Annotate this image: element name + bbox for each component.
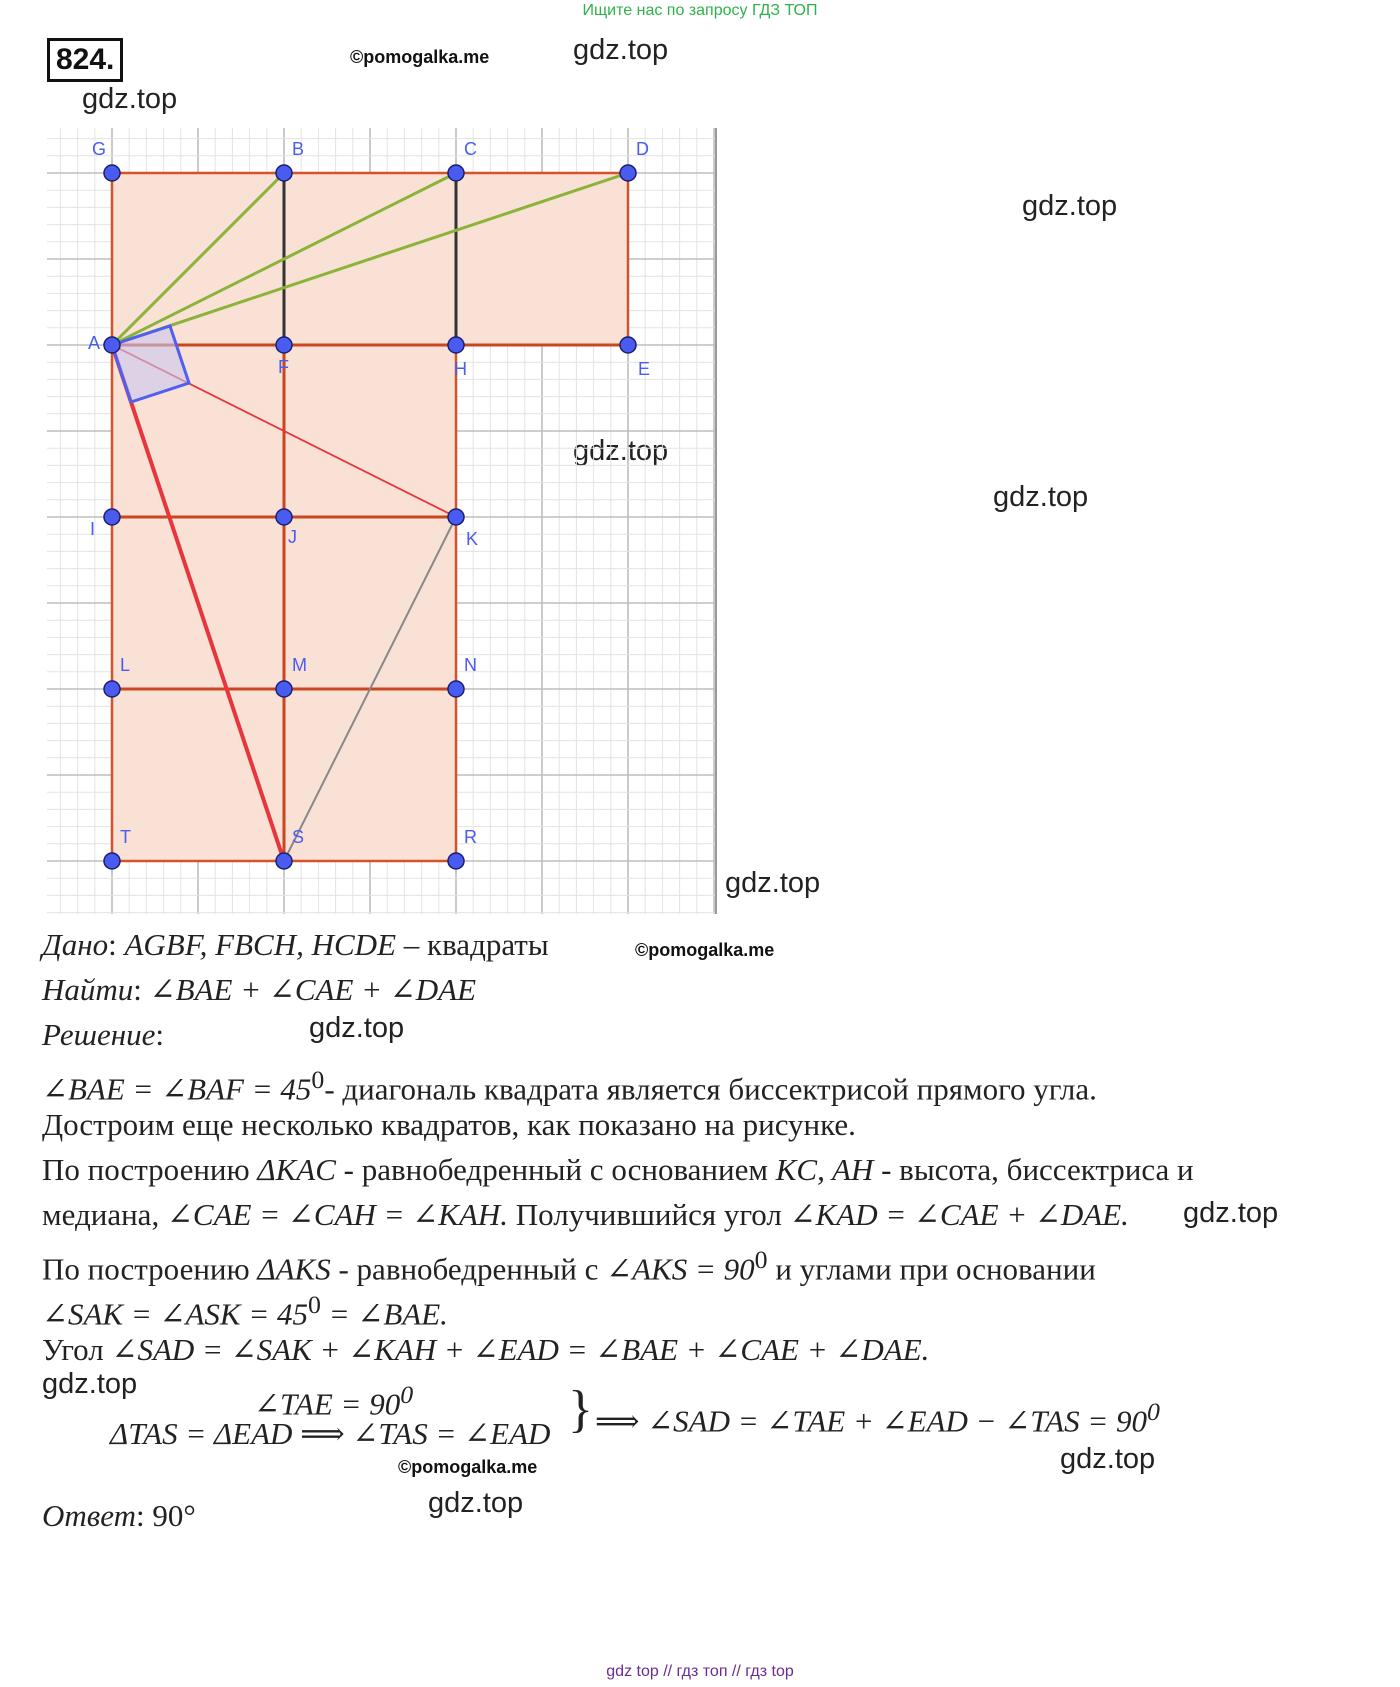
point-j bbox=[276, 509, 292, 525]
find-label: Найти bbox=[42, 972, 134, 1007]
answer-value: 90° bbox=[152, 1498, 196, 1533]
footer-links: gdz top // гдз топ // гдз top bbox=[606, 1663, 794, 1680]
answer-line: Ответ: 90° bbox=[42, 1498, 196, 1533]
point-g bbox=[104, 165, 120, 181]
point-label-s: S bbox=[292, 827, 305, 847]
point-label-a: A bbox=[88, 333, 101, 353]
math-expression: ΔAKS bbox=[257, 1251, 331, 1287]
point-s bbox=[276, 853, 292, 869]
text-part: По построению bbox=[42, 1251, 258, 1287]
point-t bbox=[104, 853, 120, 869]
site-watermark: gdz.top bbox=[573, 435, 669, 467]
system-line-2: ΔTAS = ΔEAD ⟹ ∠TAS = ∠EAD bbox=[110, 1416, 551, 1451]
system-result bbox=[595, 1392, 1160, 1441]
solution-line-4 bbox=[42, 1195, 1129, 1235]
point-label-k: K bbox=[466, 529, 479, 549]
point-label-r: R bbox=[464, 827, 477, 847]
point-label-m: M bbox=[292, 655, 307, 675]
math-expression: ΔKAC bbox=[257, 1152, 336, 1187]
point-e bbox=[620, 337, 636, 353]
site-watermark: gdz.top bbox=[428, 1487, 524, 1519]
copyright-watermark: ©pomogalka.me bbox=[398, 1457, 538, 1477]
math-expression: ∠BAE = ∠BAF = 45 bbox=[42, 1071, 312, 1107]
given-suffix: – квадраты bbox=[403, 927, 549, 962]
solution-label: Решение bbox=[42, 1017, 156, 1052]
point-label-t: T bbox=[120, 827, 131, 847]
degree-sup: 0 bbox=[754, 1245, 768, 1274]
point-r bbox=[448, 853, 464, 869]
text-part: - равнобедренный с bbox=[330, 1251, 607, 1287]
site-watermark: gdz.top bbox=[309, 1012, 405, 1044]
point-label-d: D bbox=[636, 139, 649, 159]
math-expression: ∠KAD = ∠CAE + ∠DAE. bbox=[789, 1197, 1129, 1232]
point-label-g: G bbox=[92, 139, 107, 159]
point-label-n: N bbox=[464, 655, 477, 675]
point-h bbox=[448, 337, 464, 353]
geometry-figure bbox=[0, 0, 760, 930]
text-part: - равнобедренный с основанием bbox=[335, 1152, 776, 1187]
search-banner: Ищите нас по запросу ГДЗ ТОП bbox=[582, 2, 818, 19]
site-watermark: gdz.top bbox=[725, 867, 821, 899]
point-label-e: E bbox=[638, 359, 651, 379]
point-l bbox=[104, 681, 120, 697]
point-f bbox=[276, 337, 292, 353]
text-part: - высота, биссектриса и bbox=[873, 1152, 1194, 1187]
math-expression: ⟹ ∠SAD = ∠TAE + ∠EAD − ∠TAS = 90 bbox=[595, 1403, 1148, 1439]
degree-sup: 0 bbox=[400, 1380, 414, 1409]
site-watermark: gdz.top bbox=[1022, 190, 1118, 222]
text-part: Получившийся угол bbox=[508, 1197, 790, 1232]
answer-label: Ответ bbox=[42, 1498, 136, 1533]
site-watermark: gdz.top bbox=[82, 83, 178, 115]
degree-sup: 0 bbox=[1147, 1397, 1160, 1426]
problem-number: 824. bbox=[47, 38, 123, 82]
math-expression: ∠SAK = ∠ASK = 45 bbox=[42, 1296, 309, 1332]
math-expression: = ∠BAE. bbox=[320, 1296, 448, 1332]
point-label-c: C bbox=[464, 139, 477, 159]
point-c bbox=[448, 165, 464, 181]
degree-sup: 0 bbox=[308, 1290, 321, 1319]
point-label-b: B bbox=[292, 139, 305, 159]
math-expression: ∠CAE = ∠CAH = ∠KAH. bbox=[166, 1197, 509, 1232]
site-watermark: gdz.top bbox=[573, 34, 669, 66]
math-expression: ∠AKS = 90 bbox=[606, 1251, 755, 1287]
math-expression: KC, AH bbox=[775, 1152, 874, 1187]
degree-sup: 0 bbox=[311, 1065, 325, 1094]
text-part: Угол bbox=[42, 1332, 112, 1367]
point-label-h: H bbox=[454, 359, 467, 379]
find-line: Найти: ∠BAE + ∠CAE + ∠DAE bbox=[42, 972, 477, 1007]
text-part: По построению bbox=[42, 1152, 258, 1187]
copyright-watermark: ©pomogalka.me bbox=[350, 47, 490, 67]
point-label-f: F bbox=[278, 357, 289, 377]
site-watermark: gdz.top bbox=[993, 481, 1089, 513]
find-value: ∠BAE + ∠CAE + ∠DAE bbox=[149, 972, 477, 1007]
solution-line-7 bbox=[42, 1330, 929, 1370]
solution-line-3 bbox=[42, 1150, 1194, 1190]
point-k bbox=[448, 509, 464, 525]
point-n bbox=[448, 681, 464, 697]
point-label-l: L bbox=[120, 655, 131, 675]
text-part: и углами при основании bbox=[767, 1251, 1096, 1287]
point-b bbox=[276, 165, 292, 181]
solution-heading: Решение: bbox=[42, 1017, 164, 1052]
point-d bbox=[620, 165, 636, 181]
solution-line-6 bbox=[42, 1285, 448, 1334]
given-line: Дано: AGBF, FBCH, HCDE – квадраты bbox=[42, 927, 549, 962]
site-watermark: gdz.top bbox=[1183, 1197, 1279, 1229]
point-label-j: J bbox=[288, 527, 297, 547]
math-expression: ∠SAD = ∠SAK + ∠KAH + ∠EAD = ∠BAE + ∠CAE + ∠DAE. bbox=[111, 1332, 930, 1367]
point-m bbox=[276, 681, 292, 697]
solution-line-2: Достроим еще несколько квадратов, как показано на рисунке. bbox=[42, 1107, 856, 1142]
math-expression: ∠TAE = 90 bbox=[254, 1386, 401, 1422]
site-watermark: gdz.top bbox=[42, 1368, 138, 1400]
text-part: медиана, bbox=[42, 1197, 167, 1232]
copyright-watermark: ©pomogalka.me bbox=[635, 940, 775, 960]
point-a bbox=[104, 337, 120, 353]
given-label: Дано bbox=[42, 927, 109, 962]
point-label-i: I bbox=[90, 519, 96, 539]
site-watermark: gdz.top bbox=[1060, 1443, 1156, 1475]
system-brace: } bbox=[568, 1381, 593, 1438]
given-value: AGBF, FBCH, HCDE bbox=[124, 927, 397, 962]
solution-line-5 bbox=[42, 1240, 1096, 1289]
solution-line-1 bbox=[42, 1060, 1097, 1109]
explanation-text: - диагональ квадрата является биссектрисой прямого угла. bbox=[324, 1071, 1097, 1107]
point-i bbox=[104, 509, 120, 525]
